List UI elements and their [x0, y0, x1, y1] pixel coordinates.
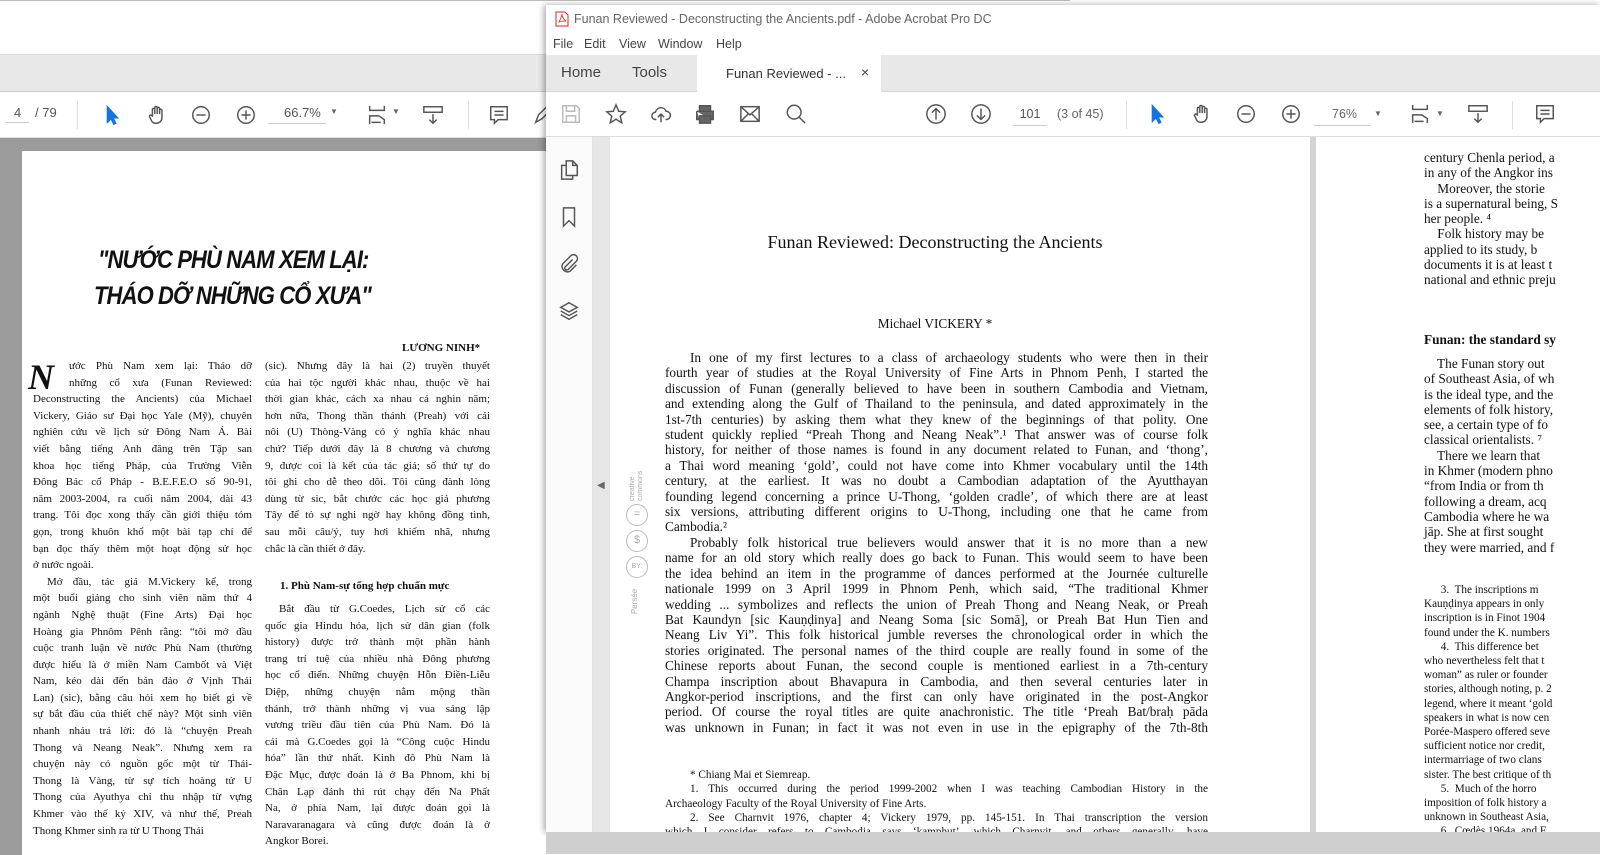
text-line: ước Phù Nam xem lại: Tháo dỡ: [69, 360, 252, 372]
text-line: viết bằng tiếng Anh đăng trên Tập san: [33, 442, 252, 455]
fit-page-icon[interactable]: [364, 102, 390, 128]
page-count: (3 of 45): [1057, 107, 1104, 121]
text-line: dùng từ sic, bắt chước các học giả phương: [265, 492, 490, 505]
text-line: Đặc Mục, được đoán là ở Ba Phnom, khi bị: [265, 768, 490, 781]
menu-view[interactable]: View: [619, 37, 646, 51]
text-line: hóa” lần thứ nhất. Kinh đô Phù Nam là: [265, 752, 490, 765]
text-line: her people. ⁴: [1424, 211, 1492, 227]
collapse-pane-icon[interactable]: ◀: [597, 480, 605, 491]
text-line: sau mỗi câu/ý, tuy hơi khiếm nhã, nhưng: [265, 525, 490, 538]
text-line: thời gian khác, cách xa nhau cả nghìn năm;: [265, 393, 490, 406]
text-line: Bat Kaundyn [sic Kauṇḍinya] and Neang Soma [sic Somā], or Preah Bat Hun Tien and: [665, 611, 1208, 627]
text-line: Thong là Vàng, từ sự tích hoàng tử U: [33, 774, 252, 787]
text-line: In one of my first lectures to a class of archaeology students who were then in their: [690, 350, 1208, 365]
menu-help[interactable]: Help: [716, 37, 742, 51]
text-line: Mở đầu, tác giả M.Vickery kể, trong: [47, 575, 252, 588]
text-line: Khmer vào thế kỷ XIV, và như thế, Preah: [33, 808, 252, 821]
section-heading: 1. Phù Nam-sự tổng hợp chuẩn mực: [280, 580, 450, 592]
text-line: học cổ điển. Những chuyện Hỗn Điền-Liễu: [265, 669, 490, 682]
text-line: Porée-Maspero offered seve: [1424, 726, 1550, 739]
navigation-pane: [546, 137, 593, 832]
tab-document[interactable]: [697, 55, 881, 92]
text-line: hơn nữa, Thong thần thánh (Preah) với cái: [265, 409, 490, 422]
text-line: nôi (U) Thòng-Vàng có ý nghĩa khác nhau: [265, 426, 490, 439]
text-line: legend, where it meant ‘gold: [1424, 697, 1553, 710]
text-line: ở nước ngoài.: [33, 559, 94, 572]
text-line: unknown in Southeast Asia,: [1424, 811, 1549, 824]
tab-document-label: Funan Reviewed - ...: [726, 66, 846, 81]
text-line: Đông Bác cổ Pháp - B.E.F.E.O số 90-91,: [33, 476, 252, 489]
text-line: Angkor-period inscriptions, and the first can only have originated in the post-Angkor: [665, 688, 1208, 704]
pdf-file-icon: [555, 11, 569, 27]
scroll-mode-icon[interactable]: [1465, 101, 1491, 127]
chevron-down-icon[interactable]: ▼: [392, 107, 400, 116]
page-number-input[interactable]: 101: [1013, 107, 1047, 126]
text-line: found under the K. numbers: [1424, 626, 1550, 639]
text-line: history) được trở thành một phần hành: [265, 636, 490, 649]
text-line: Angkor Borei.: [265, 835, 329, 848]
text-line: century Chenla period, a: [1424, 150, 1555, 165]
creative-commons-badge: [624, 457, 650, 627]
text-line: Thong và Neang Neak”. Nhưng xem ra: [33, 741, 252, 754]
zoom-out-icon[interactable]: [188, 102, 214, 128]
text-line: founding legend concerning a prince U-Thong, ‘golden cradle’, of which there are at least: [665, 488, 1208, 504]
tab-home[interactable]: Home: [561, 64, 602, 81]
hand-tool-icon[interactable]: [1189, 101, 1215, 127]
zoom-out-icon[interactable]: [1233, 101, 1259, 127]
text-line: của hai tộc người khác nhau, thuộc về hai: [265, 376, 490, 389]
email-icon[interactable]: [737, 101, 763, 127]
text-line: Cambodia.²: [665, 519, 727, 535]
text-line: gọn, trong khuôn khổ một bài tạp chí để: [33, 525, 252, 538]
next-page-heading: Funan: the standard sy: [1424, 332, 1556, 347]
column-2: [265, 358, 490, 557]
chevron-down-icon[interactable]: ▼: [1374, 109, 1382, 118]
comment-icon[interactable]: [1532, 101, 1558, 127]
fit-page-icon[interactable]: [1407, 101, 1433, 127]
text-line: of Southeast Asia, of wh: [1424, 371, 1555, 387]
text-line: classical orientalists. ⁷: [1424, 432, 1542, 448]
next-page-text: [1424, 150, 1558, 288]
zoom-in-icon[interactable]: [1278, 101, 1304, 127]
text-line: Deconstructing the Ancients) của Michael: [33, 393, 252, 406]
text-line: There we learn that: [1424, 447, 1541, 463]
text-line: speakers in what is now cen: [1424, 711, 1550, 724]
text-line: Chân Lạp đánh thì rút chạy đến Na Phất: [265, 785, 490, 798]
text-line: (sic). Nhưng đây là hai (2) truyền thuyết: [265, 360, 490, 372]
pdf-page-next: [1316, 137, 1600, 832]
tab-bar: [0, 54, 546, 92]
text-line: who nevertheless felt that t: [1424, 655, 1545, 668]
text-line: tôi ghi cho dễ theo dõi. Tôi cũng đành lòng: [265, 476, 490, 489]
text-line: vương triều đầu tiên của Phù Nam. Đó là: [265, 719, 490, 732]
text-line: jāp. She at first sought: [1424, 524, 1544, 540]
page-thumbnails-icon[interactable]: [556, 157, 582, 183]
text-line: is a supernatural being, S: [1424, 195, 1559, 211]
text-line: 1. This occurred during the period 1999-2002 when I was teaching Cambodian History in the: [690, 783, 1208, 796]
select-cursor-icon[interactable]: [99, 102, 125, 128]
text-line: national and ethnic preju: [1424, 272, 1556, 288]
text-line: sister. The best critique of th: [1424, 768, 1552, 781]
text-line: Hoàng gia Phnôm Pênh rằng: “tôi mở đầu: [33, 625, 252, 638]
text-line: khoa học tiếng Pháp, của Trường Viễn: [33, 459, 252, 472]
text-line: documents it is at least t: [1424, 257, 1553, 273]
chevron-down-icon[interactable]: ▼: [330, 107, 338, 116]
zoom-in-icon[interactable]: [233, 102, 259, 128]
menu-edit[interactable]: Edit: [584, 37, 606, 51]
text-line: Kauṇḍinya appears in only: [1424, 598, 1545, 611]
text-line: * Chiang Mai et Siemreap.: [690, 769, 811, 781]
menu-window[interactable]: Window: [658, 37, 703, 51]
text-line: history, for neither of those names is found in any document related to Funan, and ‘thong’,: [665, 442, 1208, 458]
text-line: Thong của Ayuthya chỉ thu nhập từ vựng: [33, 791, 252, 804]
paper-title: Funan Reviewed: Deconstructing the Ancients: [767, 232, 1103, 252]
text-line: in any of the Angkor ins: [1424, 165, 1553, 181]
print-icon[interactable]: [692, 101, 718, 127]
article-title-line-2: THÁO DỠ NHỮNG CỔ XƯA": [94, 282, 371, 310]
next-page-icon[interactable]: [968, 101, 994, 127]
divider: [1126, 101, 1127, 129]
text-line: 1st-7th centuries) by asking them what they knew of the beginnings of that polity. One: [665, 411, 1208, 427]
hand-tool-icon[interactable]: [144, 102, 170, 128]
text-line: Folk history may be: [1424, 226, 1545, 242]
zoom-level-dropdown[interactable]: 66.7%: [268, 105, 326, 124]
page-number-input[interactable]: 4: [6, 105, 29, 123]
text-line: applied to its study, b: [1424, 241, 1538, 257]
text-line: quốc gia Hindu hóa, lịch sử dân gian (folk: [265, 619, 490, 632]
text-line: fourth year of studies at the Royal University of Fine Arts in Phnom Penh, I started the: [665, 365, 1208, 381]
paper-footnotes: [665, 768, 1208, 839]
text-line: ngành Nghệ thuật (Fine Arts) Đại học: [33, 608, 252, 621]
divider: [468, 101, 469, 129]
zoom-level-dropdown[interactable]: 76%: [1314, 107, 1370, 126]
text-line: nationale 1999 on 3 April 1999 in Phnom Penh, which said, “The traditional Khmer: [665, 581, 1208, 597]
pdf-page: [22, 151, 546, 855]
text-line: cuộc tranh luận về nước Phù Nam (thường: [33, 642, 252, 655]
text-line: Naravaranagara và cũng được đoán là ở: [265, 818, 490, 831]
bookmark-star-icon[interactable]: [603, 101, 629, 127]
persee-label: Persée: [630, 588, 640, 615]
pane-collapse-strip: [593, 137, 610, 832]
text-line: 4. This difference bet: [1424, 640, 1539, 653]
drop-cap: N: [28, 357, 54, 397]
text-line: Chinese reports about Funan, the second couple is mentioned earliest in a 7th-century: [665, 658, 1208, 674]
scroll-mode-icon[interactable]: [420, 102, 446, 128]
text-line: chuyện này có nguồn gốc một từ Thái-: [33, 758, 252, 771]
acrobat-window: [546, 5, 1600, 832]
text-line: 9, được coi là kết của tác giả; số thứ tự do: [265, 459, 490, 472]
text-line: period. Of course the royal titles are quite anachronistic. The title ‘Preah Bat/braḥ pāda: [665, 704, 1208, 720]
select-cursor-icon[interactable]: [1144, 101, 1170, 127]
tab-tools[interactable]: Tools: [632, 64, 668, 81]
no-derivatives-icon: =: [626, 504, 648, 526]
chevron-down-icon[interactable]: ▼: [1436, 109, 1444, 118]
search-icon[interactable]: [783, 101, 809, 127]
text-line: following a dream, acq: [1424, 493, 1547, 509]
text-line: Moreover, the storie: [1424, 180, 1545, 196]
text-line: những cổ xưa (Funan Reviewed:: [69, 376, 252, 389]
divider: [1512, 101, 1513, 129]
text-line: chắc là cần thiết ở đây.: [265, 542, 366, 555]
column-2-continued: [265, 601, 490, 850]
text-line: Na, ở phía Nam, lại được đoán gọi là: [265, 802, 490, 815]
text-line: Nam, kéo dài đến bán đảo ở Vịnh Thái: [33, 675, 252, 688]
text-line: “from India or from th: [1424, 478, 1544, 494]
text-line: Cambodia where he wa: [1424, 508, 1550, 524]
text-line: a Thai word meaning ‘gold’, could not have come into Khmer vocabulary until the 14th: [665, 457, 1208, 473]
text-line: năm 2003-2004, ra cuối năm 2004, dài 43: [33, 492, 252, 505]
previous-page-icon[interactable]: [923, 101, 949, 127]
text-line: sự bắt đầu của thiết chế này? Một sinh viên: [33, 708, 252, 721]
text-line: is the ideal type, and the: [1424, 386, 1554, 402]
text-line: nhanh nhảu trả lời: đó là “chuyện Preah: [33, 725, 252, 738]
text-line: Diệp, những chuyện nằm mộng thần: [265, 685, 490, 698]
page-total: / 79: [35, 105, 57, 120]
next-page-footnotes: [1424, 583, 1552, 839]
paper-body: [665, 350, 1208, 735]
text-line: 2. See Charnvit 1976, chapter 4; Vickery 1979, pp. 145-151. In Thai transcription the version: [690, 811, 1208, 824]
comment-icon[interactable]: [486, 102, 512, 128]
divider: [77, 101, 78, 129]
text-line: see, a certain type of fo: [1424, 417, 1549, 433]
text-line: chứ? Tiếp dưới đây là 8 chương và chương: [265, 442, 490, 455]
text-line: 5. Much of the horro: [1424, 782, 1537, 795]
pdf-page: [610, 137, 1310, 832]
text-line: Neang Liv Yi”. This folk historical jumble reverses the chronological order in which the: [665, 627, 1208, 643]
text-line: they were married, and f: [1424, 539, 1555, 555]
attachments-icon[interactable]: [556, 251, 582, 277]
text-line: the idea behind an item in the programme of dances performed at the Journée culturelle: [665, 565, 1208, 581]
text-line: sufficient notice nor credit,: [1424, 740, 1545, 753]
text-line: and extending along the Gulf of Thailand to the peninsula, and dated approximately in the: [665, 396, 1208, 412]
text-line: được hiểu là ở miền Nam Cambốt và Việt: [33, 658, 252, 671]
text-line: nghiên cứu về lịch sử Đông Nam Á. Bài: [33, 426, 252, 439]
text-line: six versions, attributing different origins to U-Thong, including one that he came from: [665, 504, 1208, 520]
tab-bar: [546, 55, 1600, 92]
text-line: bạn đọc thấy thêm một hoạt động sử học: [33, 542, 252, 555]
status-bar: [546, 832, 1600, 854]
window-title: Funan Reviewed - Deconstructing the Ancients.pdf - Adobe Acrobat Pro DC: [574, 12, 992, 26]
text-line: Tây để tỏ sự nghi ngờ hay không đồng tình,: [265, 509, 490, 522]
text-line: một buổi giảng cho sinh viên năm thứ 4: [33, 592, 252, 605]
bookmarks-icon[interactable]: [556, 204, 582, 230]
text-line: Thong Khmer sinh ra từ U Thong Thái: [33, 824, 204, 837]
text-line: century, at the earliest. It was no doubt a Cambodian adaptation of the Ayutthayan: [665, 473, 1208, 489]
text-line: trang trí tuệ của nhiều nhà Đông phương: [265, 652, 490, 665]
close-tab-icon[interactable]: ×: [861, 64, 870, 80]
text-line: intermarriage of two clans: [1424, 754, 1542, 767]
column-1: [33, 358, 252, 839]
text-line: Vickery, Giáo sư Đại học Yale (Mỹ), chuyên: [33, 409, 252, 422]
title-bar: [546, 5, 1600, 35]
non-commercial-icon: $: [626, 530, 648, 552]
article-title-line-1: "NƯỚC PHÙ NAM XEM LẠI:: [98, 246, 369, 274]
text-line: woman” as ruler or founder: [1424, 669, 1548, 682]
paper-author: Michael VICKERY *: [877, 316, 993, 331]
text-line: student quickly replied “Preah Thong and Neang Neak”.¹ That answer was of course folk: [665, 427, 1208, 443]
text-line: cái mà G.Coedes gọi là “Công cuộc Hindu: [265, 735, 490, 748]
menu-file[interactable]: File: [553, 37, 574, 51]
article-author: LƯƠNG NINH*: [402, 342, 481, 354]
text-line: was unknown in Funan; in fact it was not even in use in the epigraphy of the 7th-8th: [665, 719, 1208, 735]
next-page-body: [1424, 356, 1554, 555]
text-line: Probably folk historical true believers would answer that it is no more than a new: [690, 534, 1208, 550]
text-line: trang. Tôi đọc xong thấy cần giới thiệu tóm: [33, 509, 252, 522]
text-line: 3. The inscriptions m: [1424, 584, 1539, 596]
text-line: inscription is in Finot 1904: [1424, 612, 1546, 625]
text-line: stories originated. The personal names of the third couple are really found in some of the: [665, 642, 1208, 658]
text-line: imposition of folk history a: [1424, 797, 1547, 810]
text-line: Archaeology Faculty of the Royal University of Fine Arts.: [665, 797, 927, 810]
text-line: name for an old story which really does go back to Funan. This would seem to have been: [665, 550, 1208, 566]
cc-label: creative commons: [629, 470, 644, 501]
text-line: discussion of Funan (generally believed to have been in southern Cambodia and Vietnam,: [665, 380, 1208, 396]
layers-icon[interactable]: [556, 298, 582, 324]
text-line: elements of folk history,: [1424, 401, 1554, 417]
text-line: The Funan story out: [1424, 356, 1545, 371]
text-line: Champa inscription about Bhavapura in Cambodia, and then several centuries later in: [665, 673, 1208, 689]
cloud-upload-icon[interactable]: [648, 101, 674, 127]
text-line: wedding ... symbolizes and reflects the union of Preah Thong and Neang Neak, or Preah: [665, 596, 1208, 612]
menu-bar: [546, 35, 1600, 55]
text-line: in Khmer (modern phno: [1424, 463, 1553, 479]
attribution-icon: BY:: [626, 556, 648, 578]
text-line: Bắt đầu từ G.Coedes, Lịch sử cổ các: [279, 603, 490, 615]
text-line: Lan) (sic), bằng câu hỏi xem họ biết gì về: [33, 691, 252, 704]
text-line: stories, although noting, p. 2: [1424, 683, 1552, 696]
save-icon[interactable]: [558, 101, 584, 127]
text-line: thánh, trở thành những vị vua sáng lập: [265, 702, 490, 715]
